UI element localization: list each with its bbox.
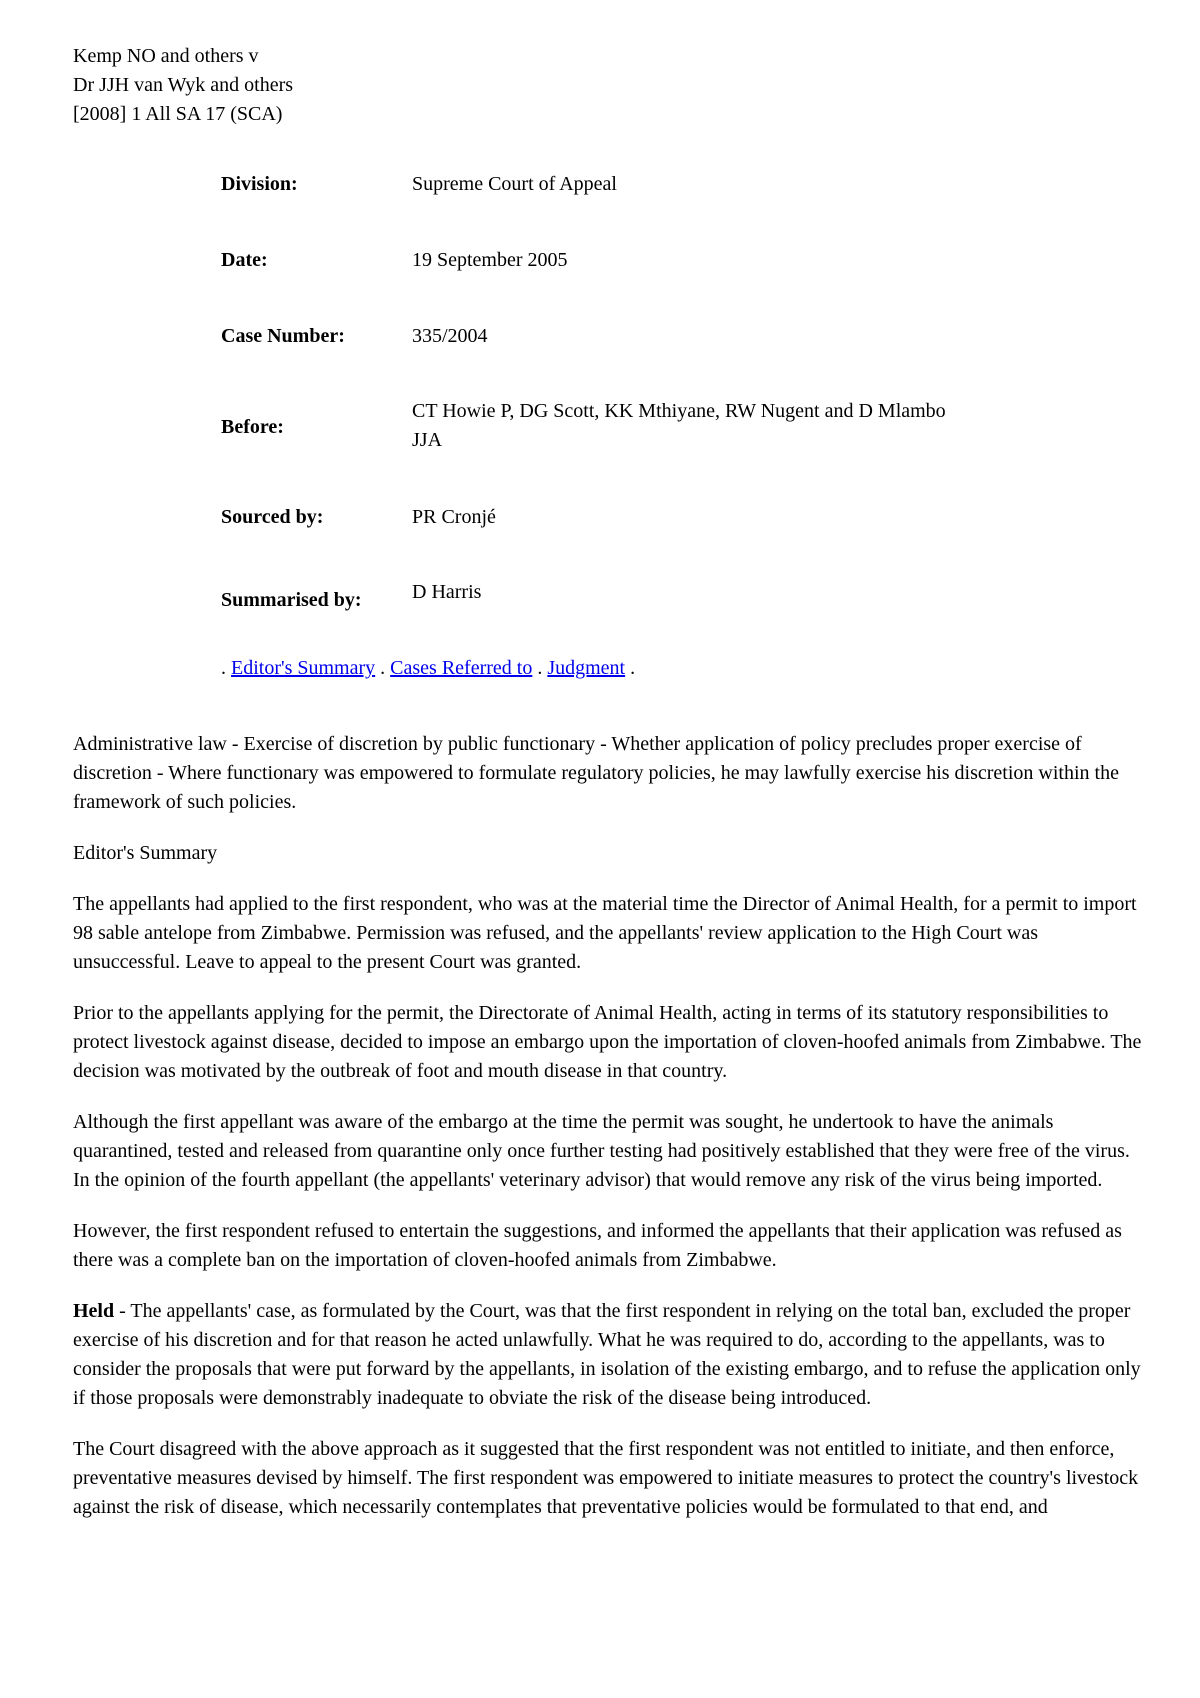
- summary-paragraph-1: The appellants had applied to the first respondent, who was at the material time the Director of Animal Health, for a permit to import 98 sable antelope from Zimbabwe. Permission was refused, and the appellants' review application to the High Court was unsuccessful. Leave to appeal to the present Court was granted.: [73, 893, 1137, 973]
- date-label: Date:: [221, 249, 268, 271]
- date-value: 19 September 2005: [412, 249, 568, 271]
- summary-paragraph-6: The Court disagreed with the above approach as it suggested that the first respondent was not entitled to initiate, and then enforce, preventative measures devised by himself. The first respondent was empowered to initiate measures to protect the country's livestock against the risk of disease, which necessarily contemplates that preventative policies would be formulated to that end, and: [73, 1438, 1139, 1518]
- summary-paragraph-2: Prior to the appellants applying for the permit, the Directorate of Animal Health, acting in terms of its statutory responsibilities to protect livestock against disease, decided to impose an embargo upon the importation of cloven-hoofed animals from Zimbabwe. The decision was motivated by the outbreak of foot and mouth disease in that country.: [73, 1002, 1142, 1082]
- link-separator: .: [630, 657, 636, 679]
- before-value: CT Howie P, DG Scott, KK Mthiyane, RW Nugent and D Mlambo JJA: [412, 400, 946, 451]
- case-number-value: 335/2004: [412, 325, 488, 347]
- held-paragraph: [73, 1297, 1143, 1413]
- held-text: - The appellants' case, as formulated by the Court, was that the first respondent in relying on the total ban, excluded the proper exercise of his discretion and for that reason he acted unlawfully. What he was required to do, according to the appellants, was to consider the proposals that were put forward by the appellants, in isolation of the existing embargo, and to refuse the application only if those proposals were demonstrably inadequate to obviate the risk of the disease being introduced.: [73, 1300, 1141, 1409]
- citation-parties-line-2: Dr JJH van Wyk and others: [73, 74, 294, 96]
- held-label: Held: [73, 1300, 115, 1322]
- summarised-by-value: D Harris: [412, 581, 482, 603]
- editors-summary-link[interactable]: Editor's Summary: [231, 657, 376, 679]
- sourced-by-label: Sourced by:: [221, 506, 324, 528]
- division-label: Division:: [221, 173, 298, 195]
- sourced-by-value: PR Cronjé: [412, 506, 496, 528]
- judgment-link[interactable]: Judgment: [547, 657, 626, 679]
- document-body: [73, 730, 1143, 1544]
- link-separator: .: [221, 657, 226, 679]
- cases-referred-to-link[interactable]: Cases Referred to: [390, 657, 533, 679]
- summarised-by-label: Summarised by:: [221, 589, 362, 611]
- before-label: Before:: [221, 416, 284, 438]
- summary-paragraph-4: However, the first respondent refused to entertain the suggestions, and informed the appellants that their application was refused as there was a complete ban on the importation of cloven-hoofed animals from Zimbabwe.: [73, 1220, 1122, 1271]
- catchwords-paragraph: Administrative law - Exercise of discretion by public functionary - Whether application of policy precludes proper exercise of discretion - Where functionary was empowered to formulate regulatory policies, he may lawfully exercise his discretion within the framework of such policies.: [73, 733, 1119, 813]
- editors-summary-heading: Editor's Summary: [73, 842, 218, 864]
- case-number-label: Case Number:: [221, 325, 345, 347]
- section-links: [221, 654, 635, 683]
- citation-parties-line-1: Kemp NO and others v: [73, 45, 259, 67]
- division-value: Supreme Court of Appeal: [412, 173, 617, 195]
- link-separator: .: [537, 657, 543, 679]
- summary-paragraph-3: Although the first appellant was aware of the embargo at the time the permit was sought, he undertook to have the animals quarantined, tested and released from quarantine only once further testing had positively established that they were free of the virus. In the opinion of the fourth appellant (the appellants' veterinary advisor) that would remove any risk of the virus being imported.: [73, 1111, 1130, 1191]
- case-citation: [73, 42, 573, 129]
- citation-reference: [2008] 1 All SA 17 (SCA): [73, 103, 283, 125]
- link-separator: .: [380, 657, 386, 679]
